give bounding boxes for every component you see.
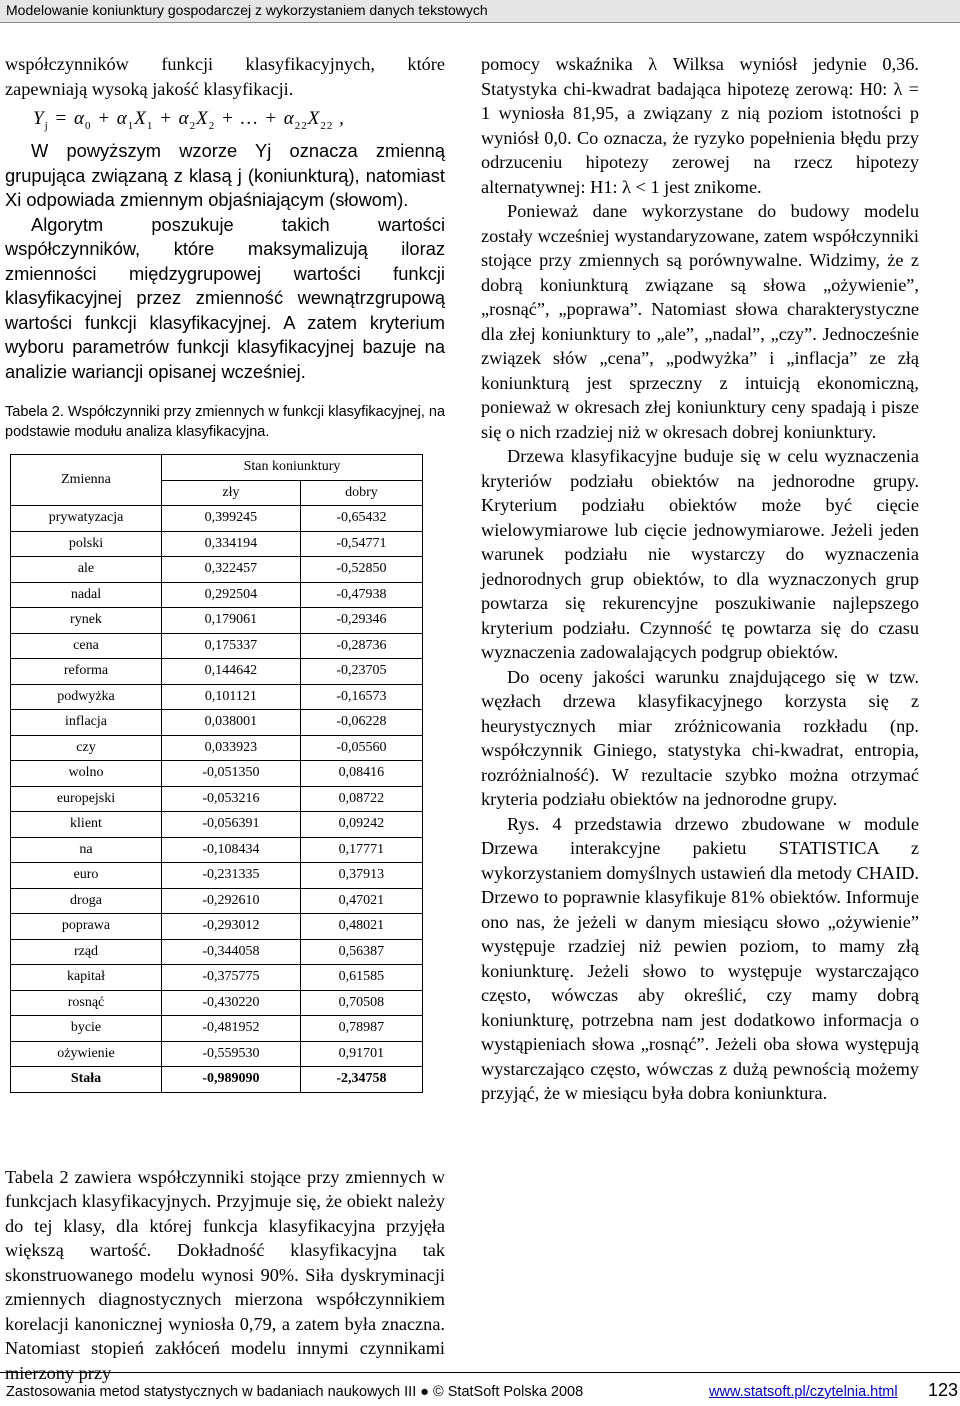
cell-bad: -0,989090 (162, 1067, 301, 1093)
cell-good: -0,52850 (300, 557, 422, 583)
table-body (11, 506, 423, 1093)
col-header-group: Stan koniunktury (162, 455, 423, 481)
cell-var: polski (11, 531, 162, 557)
table-row (11, 939, 423, 965)
table-caption: Tabela 2. Współczynniki przy zmiennych w funkcji klasyfikacyjnej, na podstawie modułu analiza klasyfikacyjna. (5, 404, 446, 440)
table-row (11, 863, 423, 889)
cell-var: ale (11, 557, 162, 583)
table-row (11, 786, 423, 812)
cell-var: cena (11, 633, 162, 659)
cell-var: rząd (11, 939, 162, 965)
cell-var: inflacja (11, 710, 162, 736)
cell-bad: -0,559530 (162, 1041, 301, 1067)
cell-good: 0,08722 (300, 786, 422, 812)
cell-good: -2,34758 (300, 1067, 422, 1093)
table-row (11, 735, 423, 761)
right-paragraph-1: Ponieważ dane wykorzystane do budowy modelu zostały wcześniej wystandaryzowane, zatem współczynniki stojące przy zmiennych są porównywalne. Widzimy, że z dobrą koniunkturą związane są słowa „ożywienie”, „rosnąć”, „poprawa”. Natomiast słowa charakterystyczne dla złej koniunktury to „ale”, „nadal”, „czy”. Jednocześnie związek słów „cena”, „podwyżka” i „inflacja” ze złą koniunkturą jest sprzeczny z intuicją ekonomiczną, ponieważ w okresach złej koniunktury ceny spadają i pisze się o nich rzadziej niż w okresach dobrej koniunktury. (481, 201, 919, 442)
cell-bad: 0,101121 (162, 684, 301, 710)
cell-good: 0,47021 (300, 888, 422, 914)
cell-good: -0,06228 (300, 710, 422, 736)
table-row (11, 888, 423, 914)
col-header-variable: Zmienna (11, 455, 162, 506)
left-paragraph-0: współczynników funkcji klasyfikacyjnych, które zapewniają wysoką jakość klasyfikacji. (5, 54, 445, 99)
table-row (11, 557, 423, 583)
discriminant-formula: $Y_j = \alpha_0 + \alpha_1X_1 + \alpha_2X_2$ + … + $\alpha_{22}X_{22}$ , (33, 108, 345, 132)
cell-bad: 0,399245 (162, 506, 301, 532)
cell-good: 0,61585 (300, 965, 422, 991)
right-paragraph-3: Do oceny jakości warunku znajdującego się w tzw. węzłach drzewa klasyfikacyjnego korzysta się z heurystycznych miar zróżnicowania rozkładu (np. współczynnik Giniego, statystyka chi-kwadrat, entropia, rozróżnialność). W rezultacie szybko można otrzymać kryteria podziału obiektów na jednorodne grupy. (481, 666, 919, 809)
right-paragraph-4: Rys. 4 przedstawia drzewo zbudowane w module Drzewa interakcyjne pakietu STATISTICA z wykorzystaniem domyślnych ustawień dla metody CHAID. Drzewo to poprawnie klasyfikuje 81% obiektów. Informuje ono nas, że jeżeli w danym miesiącu słowo „ożywienie” występuje rzadziej niż pewien poziom, to mamy złą koniunkturę. Jeżeli słowo to występuje wystarczająco często, wówczas aby określić, czy mamy dobrą koniunkturę, potrzebna nam jest dodatkowo informacja o wystąpieniach słowa „rosnąć”. Jeżeli oba słowa występują wystarczająco często, wówczas z dużą pewnością możemy przyjąć, że w miesiącu była dobra koniunktura. (481, 813, 919, 1103)
left-paragraph-2: Algorytm poszukuje takich wartości współczynników, które maksymalizują iloraz zmienności międzygrupowej wartości funkcji klasyfikacyjnej przez zmienność wewnątrzgrupową wartości funkcji klasyfikacyjnej. A zatem kryterium wyboru parametrów funkcji klasyfikacyjnej bazuje na analizie wariancji opisanej wcześniej. (5, 213, 445, 382)
table-row (11, 684, 423, 710)
cell-var: droga (11, 888, 162, 914)
cell-var: euro (11, 863, 162, 889)
cell-var: bycie (11, 1016, 162, 1042)
cell-bad: 0,179061 (162, 608, 301, 634)
cell-var: prywatyzacja (11, 506, 162, 532)
cell-good: 0,91701 (300, 1041, 422, 1067)
coefficients-table (10, 454, 423, 1093)
cell-good: -0,28736 (300, 633, 422, 659)
cell-var: poprawa (11, 914, 162, 940)
cell-var: wolno (11, 761, 162, 787)
cell-bad: -0,293012 (162, 914, 301, 940)
table-row (11, 506, 423, 532)
cell-good: -0,54771 (300, 531, 422, 557)
cell-var: kapitał (11, 965, 162, 991)
page-footer (6, 1384, 898, 1400)
cell-bad: 0,292504 (162, 582, 301, 608)
table-row (11, 761, 423, 787)
cell-bad: -0,231335 (162, 863, 301, 889)
cell-var: rynek (11, 608, 162, 634)
cell-good: -0,65432 (300, 506, 422, 532)
table-row (11, 837, 423, 863)
page-number: 123 (928, 1380, 959, 1400)
cell-var: klient (11, 812, 162, 838)
col-header-good: dobry (300, 480, 422, 506)
cell-bad: -0,430220 (162, 990, 301, 1016)
table-row (11, 990, 423, 1016)
cell-bad: 0,038001 (162, 710, 301, 736)
cell-good: -0,05560 (300, 735, 422, 761)
cell-var: podwyżka (11, 684, 162, 710)
table-row (11, 608, 423, 634)
table-row (11, 965, 423, 991)
cell-good: -0,47938 (300, 582, 422, 608)
cell-good: 0,70508 (300, 990, 422, 1016)
cell-bad: -0,056391 (162, 812, 301, 838)
right-column (481, 52, 919, 1106)
footer-text: Zastosowania metod statystycznych w badaniach naukowych III ● © StatSoft Polska 2008 (6, 1384, 584, 1400)
cell-var: na (11, 837, 162, 863)
cell-var: reforma (11, 659, 162, 685)
table-row (11, 582, 423, 608)
left-paragraph-3: Tabela 2 zawiera współczynniki stojące przy zmiennych w funkcjach klasyfikacyjnych. Przyjmuje się, że obiekt należy do tej klasy, dla której funkcja klasyfikacyjna przyjęła większą wartość. Dokładność klasyfikacyjna tak skonstruowanego modelu wynosi 90%. Siła dyskryminacji zmiennych diagnostycznych mierzona współczynnikiem korelacji kanonicznej wyniosła 0,79, a zatem była znaczna. Natomiast stopień zakłóceń modelu innymi czynnikami mierzony przy (5, 1166, 445, 1383)
cell-good: 0,78987 (300, 1016, 422, 1042)
cell-good: -0,23705 (300, 659, 422, 685)
footer-link[interactable]: www.statsoft.pl/czytelnia.html (709, 1384, 898, 1400)
cell-good: 0,17771 (300, 837, 422, 863)
cell-bad: -0,375775 (162, 965, 301, 991)
left-column (5, 52, 445, 1385)
cell-var: ożywienie (11, 1041, 162, 1067)
col-header-bad: zły (162, 480, 301, 506)
cell-bad: 0,175337 (162, 633, 301, 659)
cell-good: -0,16573 (300, 684, 422, 710)
table-row (11, 1041, 423, 1067)
cell-bad: -0,344058 (162, 939, 301, 965)
table-row (11, 914, 423, 940)
cell-good: 0,37913 (300, 863, 422, 889)
table-row (11, 812, 423, 838)
cell-bad: 0,144642 (162, 659, 301, 685)
footer-rule (0, 1372, 960, 1373)
cell-bad: 0,322457 (162, 557, 301, 583)
cell-bad: -0,051350 (162, 761, 301, 787)
cell-bad: -0,292610 (162, 888, 301, 914)
right-paragraph-2: Drzewa klasyfikacyjne buduje się w celu wyznaczenia kryteriów podziału obiektów na jednorodne grupy. Kryterium podziału obiektów może być cięcie wielowymiarowe lub cięcie jednowymiarowe. Jeżeli jeden warunek podziału nie wystarczy do wyznaczenia jednorodnych grup obiektów, to dla wyznaczonych grup powtarza się rekurencyjne poszukiwanie najlepszego kryterium podziału. Czynność tę powtarza się do czasu wyznaczenia zadowalających podgrup obiektów. (481, 446, 919, 662)
table-row (11, 710, 423, 736)
table-row (11, 633, 423, 659)
cell-good: 0,09242 (300, 812, 422, 838)
table-row (11, 659, 423, 685)
table-row (11, 1016, 423, 1042)
cell-bad: -0,108434 (162, 837, 301, 863)
cell-good: 0,48021 (300, 914, 422, 940)
right-paragraph-0: pomocy wskaźnika λ Wilksa wyniósł jedynie 0,36. Statystyka chi-kwadrat badająca hipotezę zerową: H0: λ = 1 wyniosła 81,95, a związany z nią poziom istotności p wyniósł 0,0. Co oznacza, że ryzyko popełnienia błędu przy odrzuceniu hipotezy zerowej na rzecz hipotezy alternatywnej: H1: λ < 1 jest znikome. (481, 54, 919, 197)
cell-var: Stała (11, 1067, 162, 1093)
running-title: Modelowanie koniunktury gospodarczej z wykorzystaniem danych tekstowych (6, 2, 488, 18)
cell-bad: -0,481952 (162, 1016, 301, 1042)
cell-good: 0,56387 (300, 939, 422, 965)
cell-var: czy (11, 735, 162, 761)
table-row (11, 531, 423, 557)
cell-bad: 0,033923 (162, 735, 301, 761)
cell-bad: 0,334194 (162, 531, 301, 557)
cell-var: europejski (11, 786, 162, 812)
running-header (0, 0, 960, 23)
cell-var: nadal (11, 582, 162, 608)
left-paragraph-1: W powyższym wzorze Yj oznacza zmienną grupująca związaną z klasą j (koniunkturą), natomiast Xi odpowiada zmiennym objaśniającym (słowom). (5, 140, 445, 210)
cell-good: -0,29346 (300, 608, 422, 634)
cell-var: rosnąć (11, 990, 162, 1016)
table-row-constant (11, 1067, 423, 1093)
cell-bad: -0,053216 (162, 786, 301, 812)
cell-good: 0,08416 (300, 761, 422, 787)
